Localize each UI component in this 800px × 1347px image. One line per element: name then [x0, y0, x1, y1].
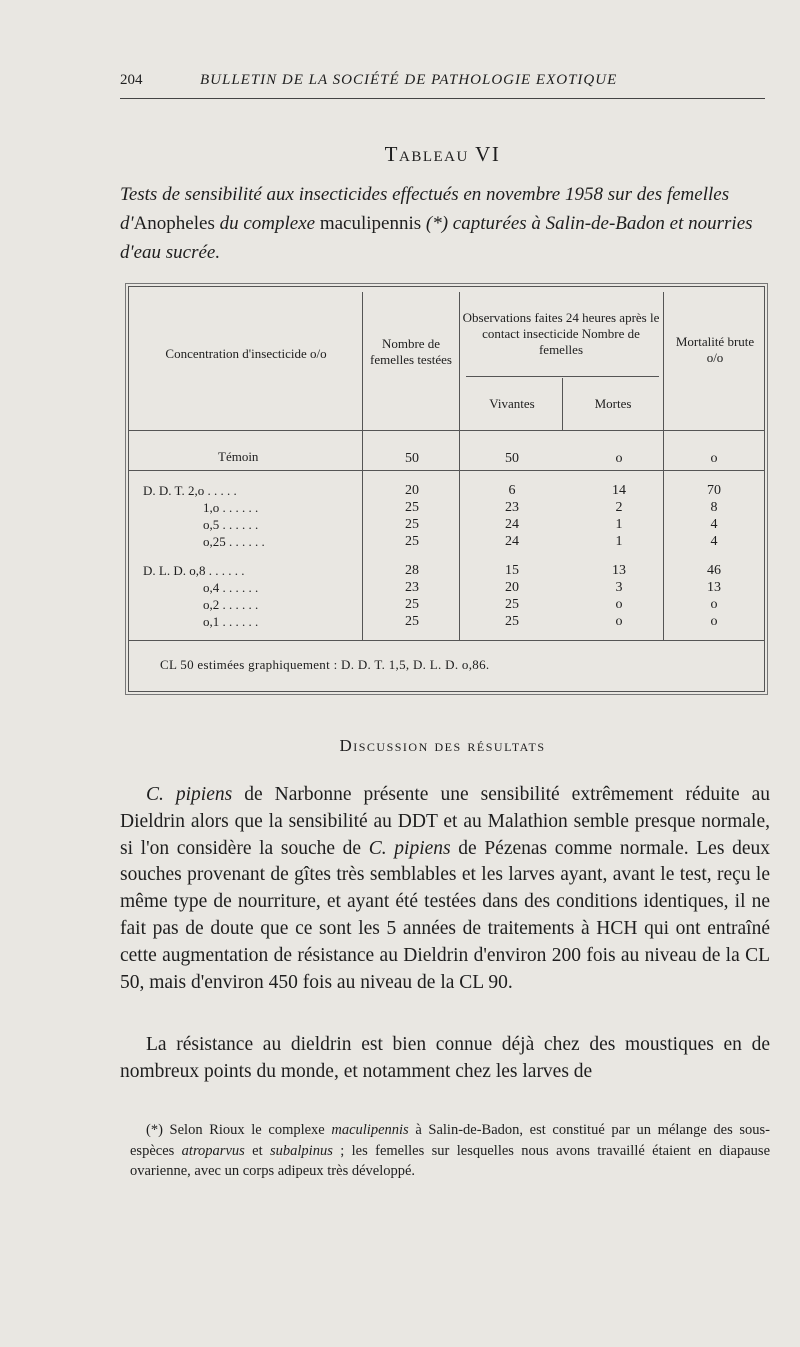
footnote [130, 1120, 770, 1182]
footnote-part3: et [244, 1142, 271, 1159]
table-cell-mortalite: 8 [710, 500, 718, 515]
temoin-mortalite: o [710, 451, 718, 466]
col-divider-2 [459, 292, 460, 640]
paragraph-1 [120, 782, 770, 996]
table-cell-nombre: 25 [405, 517, 419, 532]
table-cell-vivantes: 6 [508, 483, 516, 498]
sub-header-rule [466, 376, 659, 377]
table-cell-nombre: 25 [405, 534, 419, 549]
header-concentration: Concentration d'insecticide o/o [165, 346, 327, 361]
running-head [120, 70, 770, 94]
table-cell-vivantes: 25 [505, 614, 519, 629]
table-title: Tableau VI [384, 142, 501, 166]
paragraph-1-text-a: de Narbonne présente une sensibilité extrêmement réduite au Dieldrin alors que la sensibilité au DDT et au Malathion semble presque normale, si l'on considère la souche de [120, 784, 770, 859]
table-cell-mortes: 3 [615, 580, 623, 595]
header-bottom-rule [128, 430, 765, 431]
species-name: C. pipiens [146, 784, 233, 805]
table-cell-vivantes: 20 [505, 580, 519, 595]
body-bottom-rule [128, 640, 765, 641]
footnote-atroparvus: atroparvus [181, 1142, 245, 1159]
table-cell-nombre: 25 [405, 614, 419, 629]
table-cell-mortalite: 70 [707, 483, 721, 498]
table-row-label: o,1 . . . . . . [203, 614, 259, 629]
table-row-label: D. L. D. o,8 . . . . . . [143, 563, 245, 578]
header-vivantes: Vivantes [489, 396, 535, 411]
table-cell-mortalite: 4 [710, 517, 718, 532]
temoin-mortes: o [615, 451, 623, 466]
table-cell-mortalite: 13 [707, 580, 721, 595]
table-cell-mortes: 1 [615, 534, 623, 549]
col-divider-1 [362, 292, 363, 640]
caption-part2: du complexe [214, 213, 320, 234]
table-cell-mortes: 1 [615, 517, 623, 532]
header-mortalite: Mortalité brute o/o [675, 334, 755, 365]
footnote-part4: ; les femelles sur lesquelles nous avons travaillé étaient en diapause ovarienne, avec un corps adipeux très développé. [130, 1142, 770, 1179]
species-name: C. pipiens [368, 837, 451, 859]
table-cell-nombre: 25 [405, 597, 419, 612]
table-cell-mortalite: 4 [710, 534, 718, 549]
footnote-maculipennis: maculipennis [331, 1122, 409, 1138]
section-heading: Discussion des résultats [339, 736, 546, 755]
temoin-bottom-rule [128, 470, 765, 471]
paragraph-2-text: La résistance au dieldrin est bien connue déjà chez des moustiques en de nombreux points du monde, et notamment chez les larves de [120, 1034, 770, 1082]
temoin-label: Témoin [218, 449, 259, 464]
table-cell-mortes: 13 [612, 563, 626, 578]
table-cell-mortalite: o [710, 614, 718, 629]
table-cell-nombre: 25 [405, 500, 419, 515]
paragraph-1-text-b: de Pézenas comme normale. Les deux souches provenant de gîtes très semblables et les larves ayant, avant le test, reçu le même type de nourriture, et ayant été testées dans des conditions identiques, il ne fait pas de doute que ce sont les 5 années de traitements à HCH qui ont entraîné cette augmentation de résistance au Dieldrin d'environ 200 fois au niveau de la CL 50, mais d'environ 450 fois au niveau de la CL 90. [120, 837, 770, 993]
caption-part3: (*) capturées à Salin-de-Badon et nourries d'eau sucrée. [120, 213, 753, 263]
table-cell-mortes: o [615, 614, 623, 629]
caption-genus: Anopheles [133, 213, 215, 234]
page-number: 204 [120, 72, 143, 88]
table-cell-mortalite: o [710, 597, 718, 612]
table-cell-mortes: o [615, 597, 623, 612]
col-divider-sub [562, 378, 563, 430]
table-footer: CL 50 estimées graphiquement : D. D. T. 1,5, D. L. D. o,86. [160, 657, 490, 672]
footnote-part1: (*) Selon Rioux le complexe [146, 1122, 332, 1138]
footnote-part2: à Salin-de-Badon, est constitué par un mélange des sous-espèces [130, 1122, 770, 1159]
temoin-nombre: 50 [405, 451, 419, 466]
header-nombre: Nombre de femelles testées [370, 336, 452, 367]
header-observations: Observations faites 24 heures après le contact insecticide Nombre de femelles [462, 310, 660, 357]
paragraph-2 [120, 1032, 770, 1086]
header-rule [120, 98, 765, 99]
table-cell-vivantes: 24 [505, 517, 519, 532]
table-row-label: D. D. T. 2,o . . . . . [143, 483, 237, 498]
table-row-label: 1,o . . . . . . [203, 500, 259, 515]
table-cell-mortes: 14 [612, 483, 626, 498]
temoin-vivantes: 50 [505, 451, 519, 466]
table-cell-vivantes: 25 [505, 597, 519, 612]
table-row-label: o,25 . . . . . . [203, 534, 265, 549]
caption-species: maculipennis [319, 213, 422, 234]
journal-title: BULLETIN DE LA SOCIÉTÉ DE PATHOLOGIE EXOTIQUE [200, 72, 618, 88]
table-row-label: o,2 . . . . . . [203, 597, 259, 612]
footnote-subalpinus: subalpinus [270, 1142, 333, 1159]
table-cell-nombre: 20 [405, 483, 419, 498]
caption-part1: Tests de sensibilité aux insecticides effectués en novembre 1958 sur des femelles d' [120, 184, 730, 234]
table-row-label: o,5 . . . . . . [203, 517, 259, 532]
table-cell-nombre: 28 [405, 563, 419, 578]
table-cell-nombre: 23 [405, 580, 419, 595]
col-divider-3 [663, 292, 664, 640]
table-cell-mortes: 2 [615, 500, 623, 515]
table-cell-vivantes: 15 [505, 563, 519, 578]
table-cell-vivantes: 24 [505, 534, 519, 549]
table-caption [120, 180, 770, 267]
header-mortes: Mortes [594, 396, 632, 411]
table-cell-vivantes: 23 [505, 500, 519, 515]
table-cell-mortalite: 46 [707, 563, 721, 578]
table-row-label: o,4 . . . . . . [203, 580, 259, 595]
